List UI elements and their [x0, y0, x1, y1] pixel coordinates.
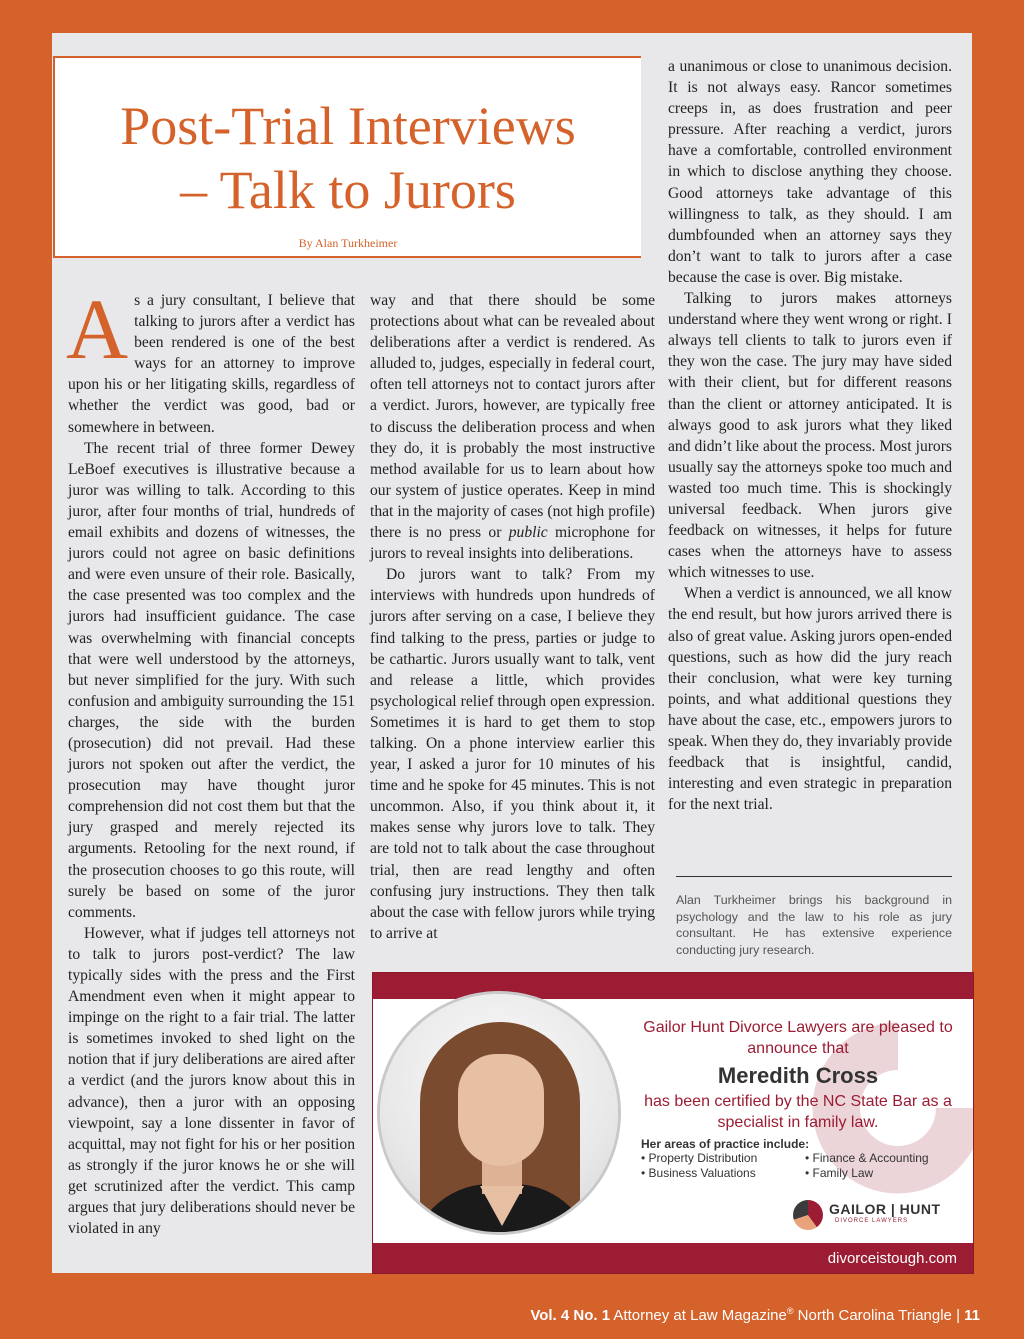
practice-area-item: • Business Valuations	[641, 1166, 756, 1180]
page-footer	[530, 1306, 980, 1324]
practice-areas	[641, 1137, 961, 1181]
ad-announcement	[631, 1017, 965, 1133]
article-title	[55, 94, 641, 222]
attorney-photo	[377, 991, 621, 1235]
gailor-hunt-logo-icon	[793, 1200, 823, 1230]
paragraph-1	[66, 281, 355, 438]
bio-divider	[676, 876, 952, 877]
practice-area-item: • Property Distribution	[641, 1151, 758, 1165]
column-1	[66, 281, 355, 1239]
ad-attorney-name: Meredith Cross	[717, 1063, 879, 1088]
paragraph-6: a unanimous or close to unanimous decision. It is not always easy. Rancor sometimes creeps in, as does frustration and peer pressure. After reaching a verdict, jurors have a comfortable, controlled environment in which to disclose anything they choose. Good attorneys take advantage of this willingness to talk, as they should. I am dumbfounded when an attorney says they don’t want to talk to jurors after a case because the case is over. Big mistake.	[668, 58, 952, 286]
page-number: 11	[964, 1307, 980, 1324]
drop-cap: A	[66, 281, 129, 377]
ad-intro: Gailor Hunt Divorce Lawyers are pleased to announce that	[643, 1019, 953, 1057]
gailor-hunt-logo	[793, 1197, 957, 1233]
column-2	[370, 290, 655, 944]
practice-area-item: • Family Law	[805, 1166, 874, 1180]
author-bio: Alan Turkheimer brings his background in psychology and the law to his role as jury consultant. He has extensive experience conducting jury research.	[676, 893, 952, 957]
practice-area-item: • Finance & Accounting	[805, 1151, 929, 1165]
paragraph-7: Talking to jurors makes attorneys understand where they went wrong or right. I always tell clients to talk to jurors even if they won the case. The jury may have sided with their client, but for different reasons than the client or attorney anticipated. It is always good to ask jurors what they liked and didn’t like about the process. Most jurors usually say the attorneys spoke too much and wasted too much time. This is shockingly universal feedback. When jurors give feedback on witnesses, it helps for future cases when the attorneys have to assess which witnesses to use.	[668, 290, 952, 582]
emphasis-public: public	[508, 524, 548, 542]
paragraph-1-text: s a jury consultant, I believe that talking to jurors after a verdict has been rendered is one of the best ways for an attorney to improve upon his or her litigating skills, regardless of whether the verdict was good, bad or somewhere in between.	[68, 292, 355, 436]
paragraph-8: When a verdict is announced, we all know the end result, but how jurors arrived there is also of great value. Asking jurors open-ended questions, such as how did the jury reach their conclusion, what were key turning points, and what additional questions they have about the case, etc., empowers jurors to speak. When they do, they invariably provide feedback that is insightful, candid, interesting and even strategic in preparation for the next trial.	[668, 585, 952, 814]
title-box	[53, 56, 641, 258]
footer-separator: |	[951, 1307, 965, 1324]
paragraph-4-text-b: microphone for jurors to reveal insights into deliberations.	[370, 524, 655, 563]
column-3	[668, 56, 952, 815]
paragraph-3: However, what if judges tell attorneys not to talk to jurors post-verdict? The law typically sides with the press and the First Amendment even when it might appear to impinge on the right to a fair trial. The latter is sometimes invoked to shed light on the notion that if jury deliberations are aired after a verdict (and the jurors know about this in advance), then a juror with an opposing viewpoint, say a lone dissenter in favor of acquittal, may not fight for his or her position as strongly if the juror knows he or she will get scrutinized after the verdict. This camp argues that jury deliberations should never be violated in any	[68, 924, 355, 1238]
logo-name: GAILOR | HUNT	[829, 1201, 941, 1217]
paragraph-2: The recent trial of three former Dewey LeBoef executives is illustrative because a juror was willing to talk. According to this juror, after four months of trial, hundreds of email exhibits and dozens of witnesses, the jurors could not agree on basic definitions and were even unsure of their role. Basically, the case presented was too complex and the jurors had insufficient guidance. The case was overwhelming with financial concepts that were well understood by the attorneys, but never simplified for the jury. With such confusion and ambiguity surrounding the 151 charges, the side with the burden (prosecution) did not prevail. Had these jurors not spoken out after the verdict, the prosecution may have thought juror comprehension did not cost them but that the jury grasped and merely rejected its arguments. Retooling for the next round, if the prosecution chooses to go this route, will surely be based on some of the juror comments.	[68, 439, 355, 921]
paragraph-4	[370, 290, 655, 564]
title-line-2: – Talk to Jurors	[180, 160, 516, 220]
byline: By Alan Turkheimer	[298, 236, 398, 250]
ad-website-link[interactable]: divorceistough.com	[827, 1250, 957, 1267]
footer-region: North Carolina Triangle	[793, 1307, 952, 1324]
paragraph-4-text-a: way and that there should be some protections about what can be revealed about deliberations after a verdict is rendered. As alluded to, judges, especially in federal court, often tell attorneys not to contact jurors after a verdict. Jurors, however, are typically free to discuss the deliberation process and when they do, it is probably the most instructive method available for us to learn about how our system of justice operates. Keep in mind that in the majority of cases (not high profile) there is no press or	[370, 292, 655, 542]
title-line-1: Post-Trial Interviews	[120, 96, 576, 156]
footer-registered-mark: ®	[786, 1306, 794, 1316]
practice-areas-title: Her areas of practice include:	[641, 1137, 810, 1151]
logo-subtitle: DIVORCE LAWYERS	[835, 1218, 909, 1224]
ad-certification: has been certified by the NC State Bar as a specialist in family law.	[644, 1093, 952, 1131]
footer-volume: Vol. 4 No. 1	[530, 1307, 611, 1324]
paragraph-5: Do jurors want to talk? From my interviews with hundreds upon hundreds of jurors after serving on a case, I believe they find talking to the press, parties or judge to be cathartic. Jurors usually want to talk, vent and release a little, which provides psychological relief through open expression. Sometimes it is hard to get them to stop talking. On a phone interview earlier this year, I asked a juror for 10 minutes of his time and he spoke for 45 minutes. This is not uncommon. Also, if you think about it, it makes sense why jurors love to talk. They are told not to talk about the case throughout trial, then are read lengthy and often confusing jury instructions. They then talk about the case with fellow jurors while trying to arrive at	[370, 566, 655, 942]
footer-magazine: Attorney at Law Magazine	[613, 1307, 787, 1324]
advertisement[interactable]	[372, 972, 974, 1274]
